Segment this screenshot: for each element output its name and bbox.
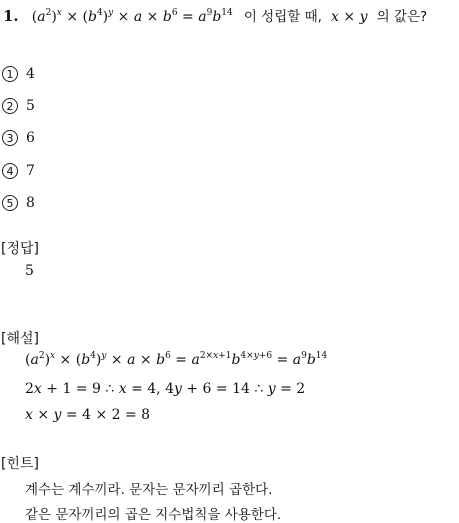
choice-item[interactable] xyxy=(2,160,35,179)
choice-number-icon: 1 xyxy=(2,66,18,82)
choice-value: 6 xyxy=(26,129,35,146)
choice-value: 5 xyxy=(26,97,35,114)
question-text: 이 성립할 때, xyxy=(243,9,322,25)
question-ask: 의 값은? xyxy=(376,9,428,25)
choice-item[interactable] xyxy=(2,127,35,146)
explanation-line-3: x × y = 4 × 2 = 8 xyxy=(25,407,151,423)
choice-value: 8 xyxy=(26,194,35,211)
choice-value: 4 xyxy=(26,65,35,82)
explanation-label: [해설] xyxy=(1,331,39,347)
choice-value: 7 xyxy=(26,162,35,179)
explanation-line-2: 2x + 1 = 9 ∴ x = 4, 4y + 6 = 14 ∴ y = 2 xyxy=(25,381,306,397)
choice-item[interactable] xyxy=(2,95,35,114)
question-number: 1. xyxy=(3,7,19,25)
choice-number-icon: 3 xyxy=(2,130,18,146)
choice-item[interactable] xyxy=(2,63,35,82)
hint-line-1: 계수는 계수끼라. 문자는 문자끼리 곱한다. xyxy=(25,482,273,498)
question-equation: $(a^2)^x \times (b^4)^y \times a \times b^6 = a^9b^{14}$ xyxy=(31,8,233,25)
answer-label: [정답] xyxy=(1,241,39,257)
question-line xyxy=(3,5,427,25)
choice-number-icon: 4 xyxy=(2,163,18,179)
hint-label: [힌트] xyxy=(1,456,39,472)
choice-item[interactable] xyxy=(2,192,35,211)
question-target: x × y xyxy=(331,9,368,25)
choice-number-icon: 2 xyxy=(2,98,18,114)
choice-number-icon: 5 xyxy=(2,195,18,211)
explanation-line-1: $(a^2)^x \times (b^4)^y \times a \times b^6 = a^{2\times x+1}b^{4\times y+6} = a^9b^{14}$ xyxy=(25,351,328,368)
answer-value: 5 xyxy=(25,263,34,279)
hint-line-2: 같은 문자끼리의 곱은 지수법칙을 사용한다. xyxy=(25,507,282,523)
